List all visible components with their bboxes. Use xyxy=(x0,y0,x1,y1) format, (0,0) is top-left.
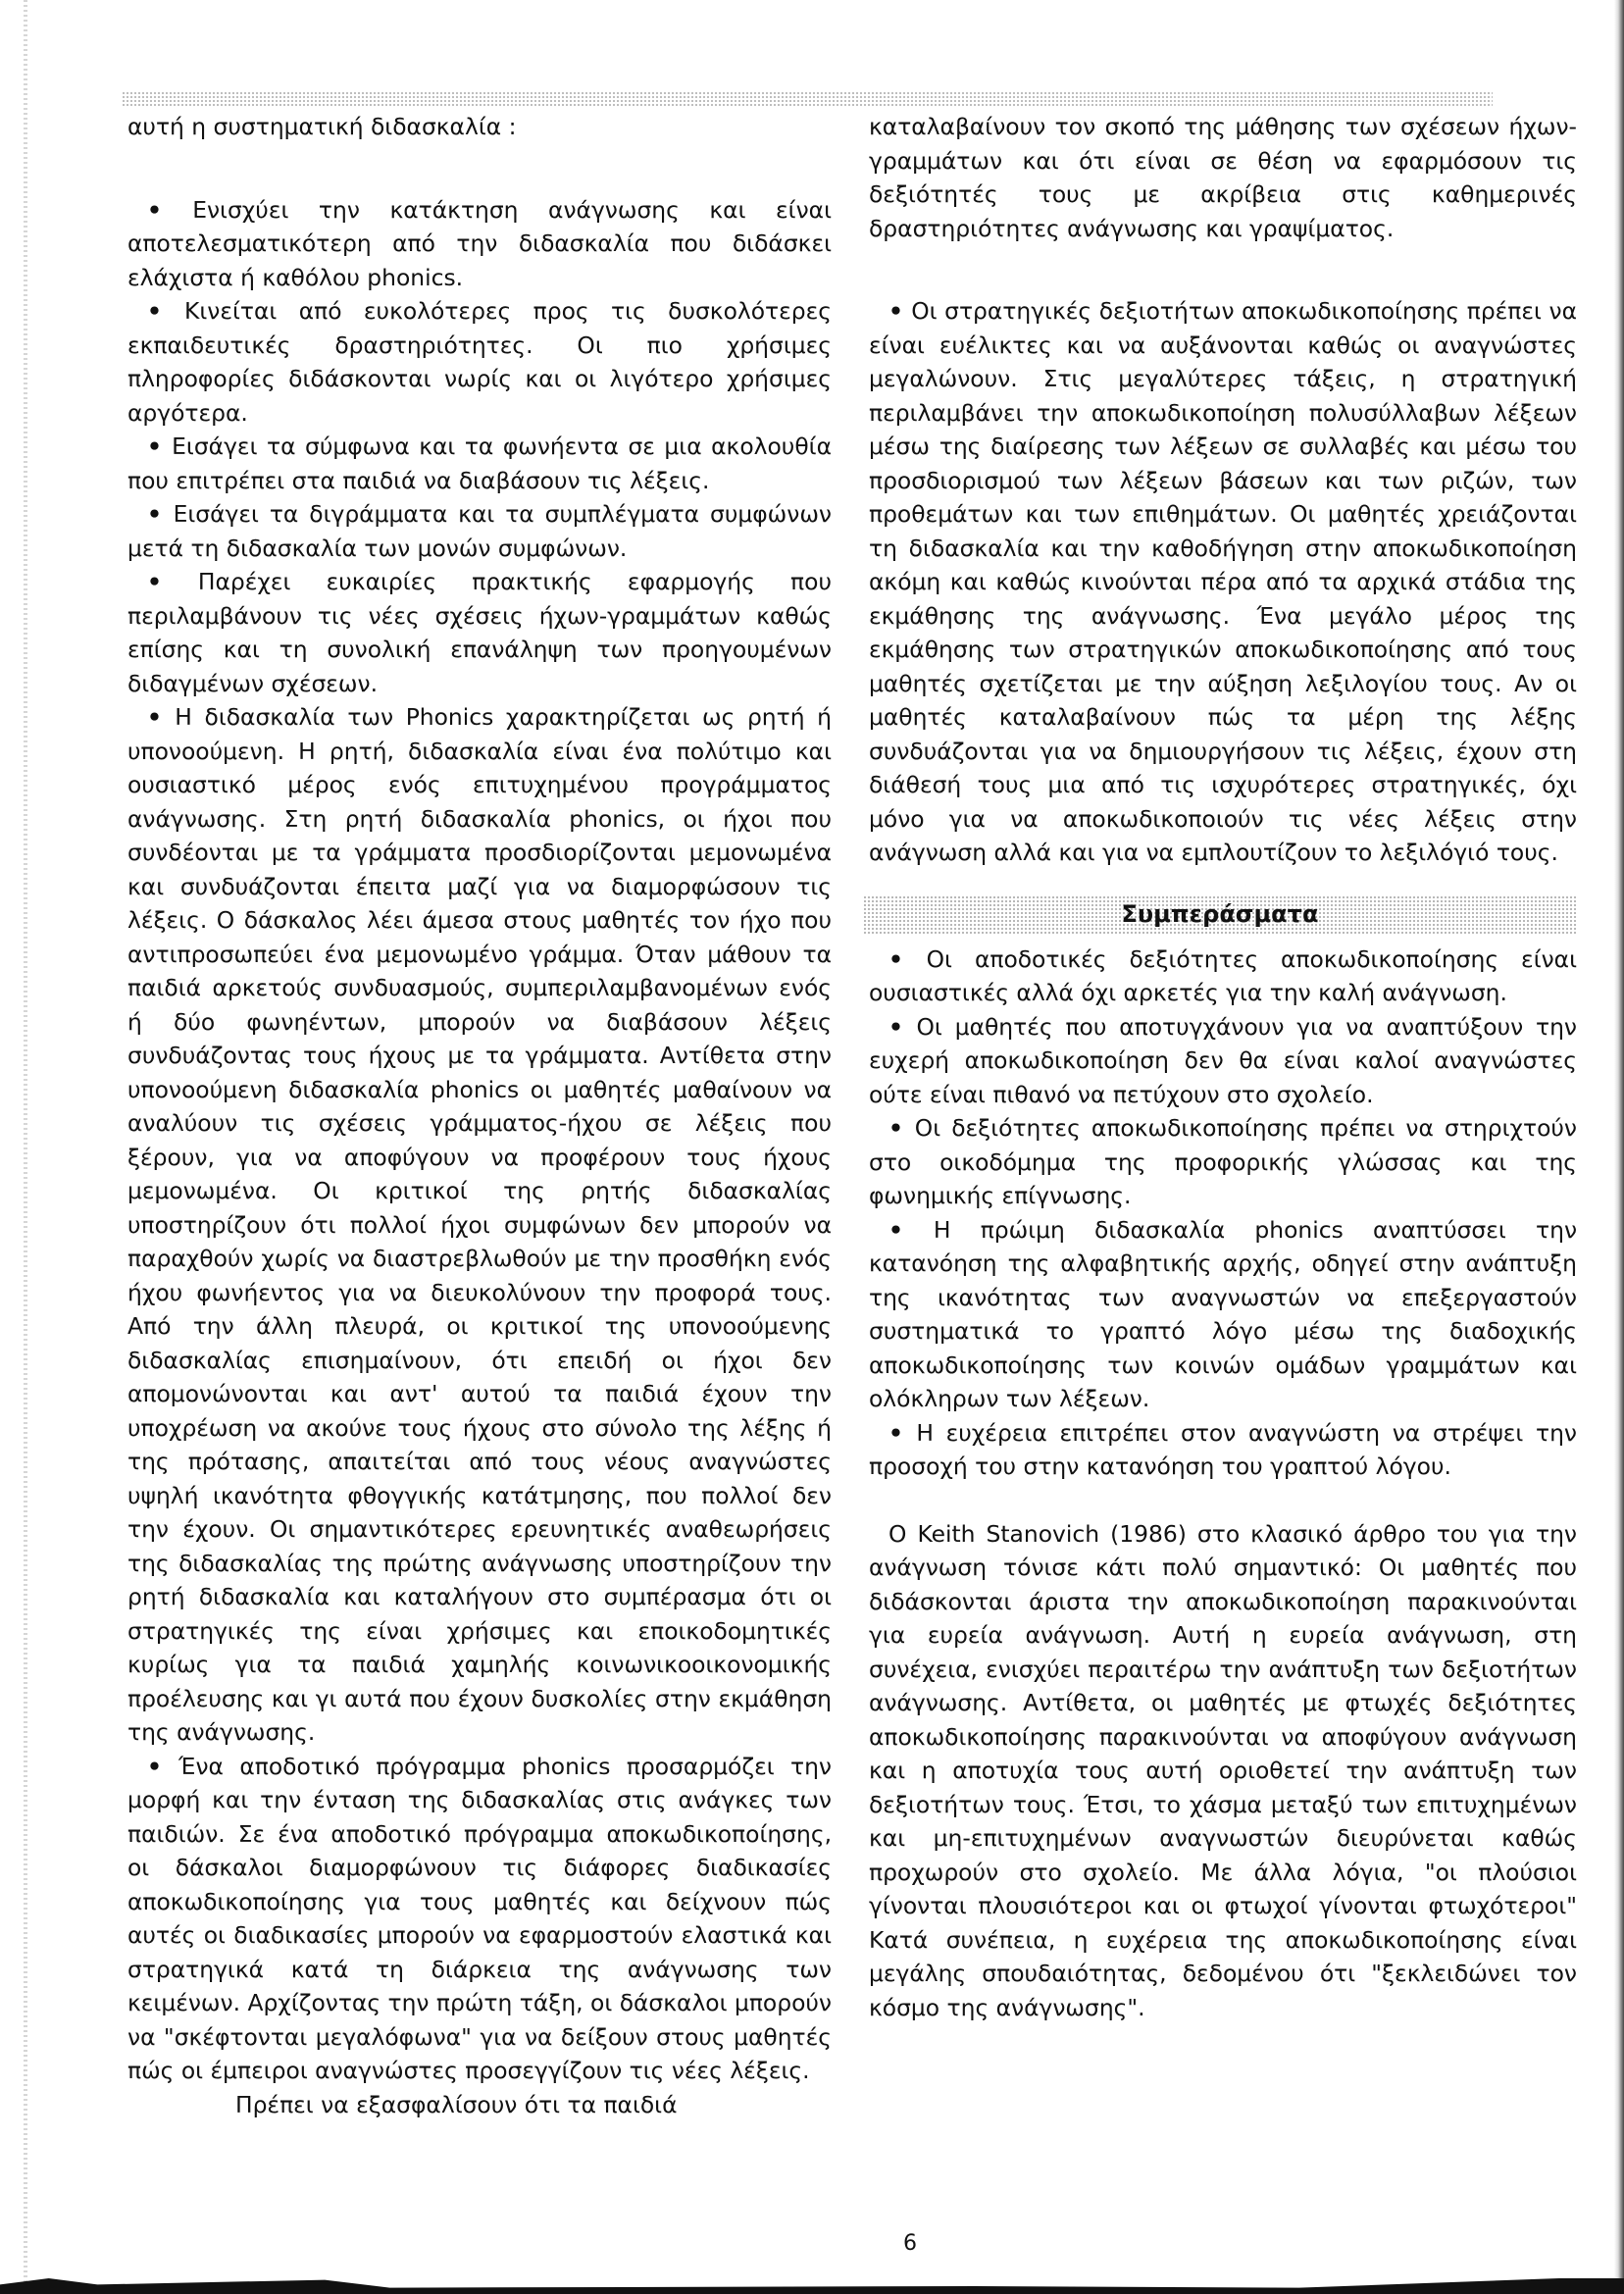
spacer xyxy=(869,1484,1577,1517)
list-item: • Ένα αποδοτικό πρόγραμμα phonics προσαρμόζει την μορφή και την ένταση της διδασκαλίας στις ανάγκες των παιδιών. Σε ένα αποδοτικό πρόγραμμα αποκωδικοποίησης, οι δάσκαλοι διαμορφώνουν τις διάφορες διαδικασίες αποκωδικοποίησης για τους μαθητές και δείχνουν πώς αυτές οι διαδικασίες μπορούν να εφαρμοστούν ελαστικά και στρατηγικά κατά τη διάρκεια της ανάγνωσης των κειμένων. Αρχίζοντας την πρώτη τάξη, οι δάσκαλοι μπορούν να "σκέφτονται μεγαλόφωνα" για να δείξουν στους μαθητές πώς οι έμπειροι αναγνώστες προσεγγίζουν τις νέες λέξεις. xyxy=(127,1750,832,2088)
header-dotted-band xyxy=(122,91,1493,107)
conclusion-item: • Οι αποδοτικές δεξιότητες αποκωδικοποίησης είναι ουσιαστικές αλλά όχι αρκετές για την καλή ανάγνωση. xyxy=(869,943,1577,1010)
trailing-line: Πρέπει να εξασφαλίσουν ότι τα παιδιά xyxy=(235,2090,678,2118)
list-item: • Ενισχύει την κατάκτηση ανάγνωσης και είναι αποτελεσματικότερη από την διδασκαλία που διδάσκει ελάχιστα ή καθόλου phonics. xyxy=(127,193,832,295)
section-heading: Συμπεράσματα xyxy=(1121,900,1319,929)
intro-line: αυτή η συστηματική διδασκαλία : xyxy=(127,113,517,140)
list-item: • Παρέχει ευκαιρίες πρακτικής εφαρμογής που περιλαμβάνουν τις νέες σχέσεις ήχων-γραμμάτων καθώς επίσης και τη συνολική επανάληψη των προηγουμένων διδαγμένων σχέσεων. xyxy=(127,565,832,700)
conclusion-item: • Η ευχέρεια επιτρέπει στον αναγνώστη να στρέψει την προσοχή του στην κατανόηση του γραπτού λόγου. xyxy=(869,1416,1577,1484)
list-item: • Η διδασκαλία των Phonics χαρακτηρίζεται ως ρητή ή υπονοούμενη. Η ρητή, διδασκαλία είναι ένα πολύτιμο και ουσιαστικό μέρος ενός επιτυχημένου προγράμματος ανάγνωσης. Στη ρητή διδασκαλία phonics, οι ήχοι που συνδέονται με τα γράμματα προσδιορίζονται μεμονωμένα και συνδυάζονται έπειτα μαζί για να διαμορφώσουν τις λέξεις. Ο δάσκαλος λέει άμεσα στους μαθητές τον ήχο που αντιπροσωπεύει ένα μεμονωμένο γράμμα. Όταν μάθουν τα παιδιά αρκετούς συνδυασμούς, συμπεριλαμβανομένων ενός ή δύο φωνηέντων, μπορούν να διαβάσουν λέξεις συνδυάζοντας τους ήχους με τα γράμματα. Αντίθετα στην υπονοούμενη διδασκαλία phonics οι μαθητές μαθαίνουν να αναλύουν τις σχέσεις γράμματος-ήχου σε λέξεις που ξέρουν, για να αποφύγουν να προφέρουν τους ήχους μεμονωμένα. Οι κριτικοί της ρητής διδασκαλίας υποστηρίζουν ότι πολλοί ήχοι συμφώνων δεν μπορούν να παραχθούν χωρίς να διαστρεβλωθούν με την προσθήκη ενός ήχου φωνήεντος για να διευκολύνουν την προφορά τους. Από την άλλη πλευρά, οι κριτικοί της υπονοούμενης διδασκαλίας επισημαίνουν, ότι επειδή οι ήχοι δεν απομονώνονται και αντ' αυτού τα παιδιά έχουν την υποχρέωση να ακούνε τους ήχους στο σύνολο της λέξης ή της πρότασης, απαιτείται από τους νέους αναγνώστες υψηλή ικανότητα φθογγικής κατάτμησης, που πολλοί δεν την έχουν. Οι σημαντικότερες ερευνητικές αναθεωρήσεις της διδασκαλίας της πρώτης ανάγνωσης υποστηρίζουν την ρητή διδασκαλία και καταλήγουν στο συμπέρασμα ότι οι στρατηγικές της είναι χρήσιμες και εποικοδομητικές κυρίως για τα παιδιά χαμηλής κοινωνικοοικονομικής προέλευσης και γι αυτά που έχουν δυσκολίες στην εκμάθηση της ανάγνωσης. xyxy=(127,700,832,1750)
stanovich-paragraph: Ο Keith Stanovich (1986) στο κλασικό άρθρο του για την ανάγνωση τόνισε κάτι πολύ σημαντικό: Οι μαθητές που διδάσκονται άριστα την αποκωδικοποίηση παρακινούνται για ευρεία ανάγνωση. Αυτή η ευρεία ανάγνωση, στη συνέχεια, ενισχύει περαιτέρω την ανάπτυξη των δεξιοτήτων ανάγνωσης. Αντίθετα, οι μαθητές με φτωχές δεξιότητες αποκωδικοποίησης παρακινούνται να αποφύγουν ανάγνωση και η αποτυχία τους αυτή οριοθετεί την ανάπτυξη των δεξιοτήτων τους. Έτσι, το χάσμα μεταξύ των επιτυχημένων και μη-επιτυχημένων αναγνωστών διευρύνεται καθώς προχωρούν στο σχολείο. Με άλλα λόγια, "οι πλούσιοι γίνονται πλουσιότεροι και οι φτωχοί γίνονται φτωχότεροι" Κατά συνέπεια, η ευχέρεια της αποκωδικοποίησης είναι μεγάλης σπουδαιότητας, δεδομένου ότι "ξεκλειδώνει τον κόσμο της ανάγνωσης". xyxy=(869,1519,1577,2021)
list-item: • Οι στρατηγικές δεξιοτήτων αποκωδικοποίησης πρέπει να είναι ευέλικτες και να αυξάνονται καθώς οι αναγνώστες μεγαλώνουν. Στις μεγαλύτερες τάξεις, η στρατηγική περιλαμβάνει την αποκωδικοποίηση πολυσύλλαβων λέξεων μέσω της διαίρεσης των λέξεων σε συλλαβές και μέσω του προσδιορισμού των λέξεων βάσεων και των ριζών, των προθεμάτων και των επιθημάτων. Οι μαθητές χρειάζονται τη διδασκαλία και την καθοδήγηση στην αποκωδικοποίηση ακόμη και καθώς κινούνται πέρα από τα αρχικά στάδια της εκμάθησης της ανάγνωσης. Ένα μεγάλο μέρος της εκμάθησης των στρατηγικών αποκωδικοποίησης από τους μαθητές σχετίζεται με την αύξηση λεξιλογίου τους. Αν οι μαθητές καταλαβαίνουν πώς τα μέρη της λέξης συνδυάζονται για να δημιουργήσουν τις λέξεις, έχουν στη διάθεσή τους μια από τις ισχυρότερες στρατηγικές, όχι μόνο για να αποκωδικοποιούν τις νέες λέξεις στην ανάγνωση αλλά και για να εμπλουτίζουν το λεξιλόγιό τους. xyxy=(869,294,1577,870)
left-column xyxy=(127,110,832,2121)
conclusion-item: • Η πρώιμη διδασκαλία phonics αναπτύσσει την κατανόηση της αλφαβητικής αρχής, οδηγεί στην ανάπτυξη της ικανότητας των αναγνωστών να επεξεργαστούν συστηματικά το γραπτό λόγο μέσω της διαδοχικής αποκωδικοποίησης των κοινών ομάδων γραμμάτων και ολόκληρων των λέξεων. xyxy=(869,1213,1577,1416)
conclusion-item: • Οι δεξιότητες αποκωδικοποίησης πρέπει να στηριχτούν στο οικοδόμημα της προφορικής γλώσσας και της φωνημικής επίγνωσης. xyxy=(869,1111,1577,1213)
list-item: • Κινείται από ευκολότερες προς τις δυσκολότερες εκπαιδευτικές δραστηριότητες. Οι πιο χρήσιμες πληροφορίες διδάσκονται νωρίς και οι λιγότερο χρήσιμες αργότερα. xyxy=(127,294,832,430)
scan-bottom-edge xyxy=(0,2278,1624,2294)
continuation-paragraph: καταλαβαίνουν τον σκοπό της μάθησης των σχέσεων ήχων-γραμμάτων και ότι είναι σε θέση να εφαρμόσουν τις δεξιότητές τους με ακρίβεια στις καθημερινές δραστηριότητες ανάγνωσης και γραψίματος. xyxy=(869,113,1577,242)
page-number: 6 xyxy=(903,2231,917,2256)
scan-right-edge xyxy=(1614,0,1624,2294)
section-heading-band xyxy=(863,895,1577,935)
spacer xyxy=(869,245,1577,294)
scan-left-edge xyxy=(24,0,27,2294)
conclusion-item: • Οι μαθητές που αποτυγχάνουν για να αναπτύξουν την ευχερή αποκωδικοποίηση δεν θα είναι καλοί αναγνώστες ούτε είναι πιθανό να πετύχουν στο σχολείο. xyxy=(869,1010,1577,1112)
right-column xyxy=(869,110,1577,2024)
list-item: • Εισάγει τα σύμφωνα και τα φωνήεντα σε μια ακολουθία που επιτρέπει στα παιδιά να διαβάσουν τις λέξεις. xyxy=(127,430,832,497)
spacer xyxy=(127,144,832,193)
list-item: • Εισάγει τα διγράμματα και τα συμπλέγματα συμφώνων μετά τη διδασκαλία των μονών συμφώνων. xyxy=(127,497,832,565)
